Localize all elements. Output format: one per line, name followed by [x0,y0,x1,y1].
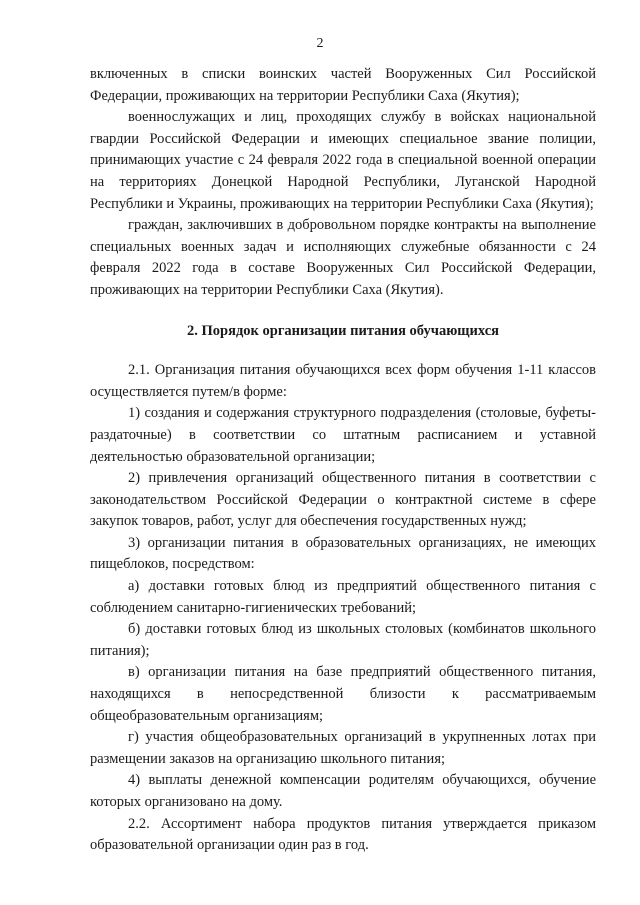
list-item-3: 3) организации питания в образовательных организациях, не имеющих пищеблоков, посредством: [90,534,596,573]
list-item-2: 2) привлечения организаций общественного питания в соответствии с законодательством Российской Федерации о контрактной системе в сфере закупок товаров, работ, услуг для обеспечения государственных нужд; [90,470,596,530]
list-item-3c: в) организации питания на базе предприятий общественного питания, находящихся в непосредственной близости к рассматриваемым общеобразовательным организациям; [90,664,596,724]
list-item-3a: а) доставки готовых блюд из предприятий общественного питания с соблюдением санитарно-гигиенических требований; [90,578,596,616]
list-item-1: 1) создания и содержания структурного подразделения (столовые, буфеты-раздаточные) в соответствии со штатным расписанием и уставной деятельностью образовательной организации; [90,405,596,465]
document-body [90,64,596,857]
list-item-3b: б) доставки готовых блюд из школьных столовых (комбинатов школьного питания); [90,621,596,659]
paragraph-included-units: включенных в списки воинских частей Вооруженных Сил Российской Федерации, проживающих на территории Республики Саха (Якутия); [90,66,596,104]
page-number: 2 [316,36,324,51]
paragraph-national-guard: военнослужащих и лиц, проходящих службу в войсках национальной гвардии Российской Федерации и имеющих специальное звание полиции, принимающих участие с 24 февраля 2022 года в специальной военной операции на территориях Донецкой Народной Республики, Луганской Народной Республики и Украины, проживающих на территории Республики Саха (Якутия); [90,109,596,212]
section-heading: 2. Порядок организации питания обучающихся [187,322,499,339]
paragraph-volunteers: граждан, заключивших в добровольном порядке контракты на выполнение специальных военных задач и исполняющих служебные обязанности с 24 февраля 2022 года в составе Вооруженных Сил Российской Федерации, проживающих на территории Республики Саха (Якутия). [90,217,596,298]
paragraph-2-2: 2.2. Ассортимент набора продуктов питания утверждается приказом образовательной организации один раз в год. [90,815,596,854]
paragraph-2-1: 2.1. Организация питания обучающихся всех форм обучения 1-11 классов осуществляется путем/в форме: [90,362,596,400]
list-item-4: 4) выплаты денежной компенсации родителям обучающихся, обучение которых организовано на дому. [90,772,596,810]
list-item-3d: г) участия общеобразовательных организаций в укрупненных лотах при размещении заказов на организацию школьного питания; [90,729,596,767]
